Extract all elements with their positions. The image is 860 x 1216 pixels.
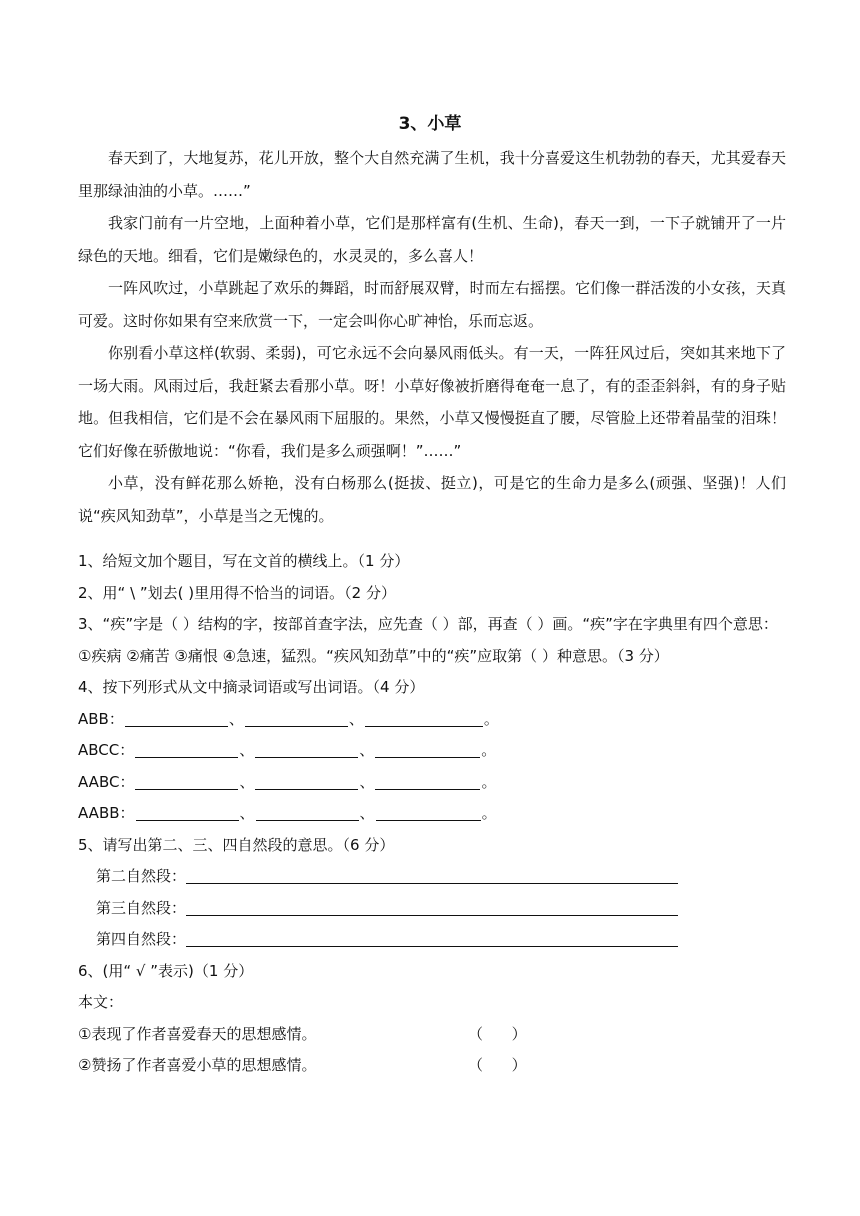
- form-label: AABB：: [78, 804, 135, 822]
- form-label: ABB：: [78, 709, 124, 728]
- word-row-aabb: [78, 798, 786, 830]
- separator: 、: [359, 741, 375, 759]
- word-row-aabc: [78, 767, 786, 799]
- para-label: 第二自然段：: [96, 867, 187, 885]
- separator: 、: [239, 804, 255, 822]
- answer-blank[interactable]: [135, 756, 238, 758]
- para-meaning-4: [78, 924, 786, 956]
- word-row-abb: [78, 704, 786, 736]
- answer-blank[interactable]: [376, 819, 481, 821]
- question-5: 5、请写出第二、三、四自然段的意思。（6 分）: [78, 835, 395, 854]
- separator: 、: [359, 804, 375, 822]
- para-meaning-3: [78, 893, 786, 925]
- option-text: ②赞扬了作者喜爱小草的思想感情。: [78, 1056, 317, 1074]
- paragraph-3: 一阵风吹过，小草跳起了欢乐的舞蹈，时而舒展双臂，时而左右摇摆。它们像一群活泼的小女孩，天真可爱。这时你如果有空来欣赏一下，一定会叫你心旷神怡，乐而忘返。: [78, 279, 786, 330]
- paragraph-5: 小草，没有鲜花那么娇艳，没有白杨那么(挺拔、挺立)，可是它的生命力是多么(顽强、坚强)！人们说“疾风知劲草”，小草是当之无愧的。: [78, 474, 786, 525]
- answer-blank[interactable]: [255, 756, 358, 758]
- separator: 、: [348, 709, 364, 728]
- answer-line[interactable]: [186, 945, 678, 947]
- answer-blank[interactable]: [136, 819, 239, 821]
- answer-blank[interactable]: [375, 756, 480, 758]
- answer-blank[interactable]: [125, 725, 228, 727]
- answer-blank[interactable]: [255, 788, 358, 790]
- option-checkbox[interactable]: （ ）: [468, 1056, 527, 1074]
- word-row-abcc: [78, 735, 786, 767]
- passage-title: 3、小草: [398, 114, 462, 134]
- separator: 、: [239, 741, 255, 759]
- questions: [78, 546, 786, 1082]
- answer-blank[interactable]: [256, 819, 359, 821]
- passage: [78, 142, 786, 532]
- end-mark: 。: [481, 772, 497, 791]
- end-mark: 。: [481, 804, 497, 822]
- option-1: [78, 1019, 786, 1051]
- separator: 、: [239, 772, 255, 791]
- answer-blank[interactable]: [245, 725, 348, 727]
- separator: 、: [228, 709, 244, 728]
- question-4: 4、按下列形式从文中摘录词语或写出词语。（4 分）: [78, 678, 425, 696]
- question-6: 6、(用“ √ ”表示)（1 分）: [78, 961, 254, 980]
- option-checkbox[interactable]: （ ）: [468, 1024, 527, 1043]
- option-2: [78, 1050, 786, 1082]
- form-label: AABC：: [78, 772, 135, 791]
- question-1: 1、给短文加个题目，写在文首的横线上。（1 分）: [78, 552, 410, 570]
- paragraph-1: 春天到了，大地复苏，花儿开放，整个大自然充满了生机，我十分喜爱这生机勃勃的春天，尤其爱春天里那绿油油的小草。……”: [78, 149, 786, 200]
- answer-blank[interactable]: [135, 788, 238, 790]
- end-mark: 。: [481, 741, 497, 759]
- answer-line[interactable]: [186, 882, 678, 884]
- paragraph-2: 我家门前有一片空地，上面种着小草，它们是那样富有(生机、生命)，春天一到，一下子就铺开了一片绿色的天地。细看，它们是嫩绿色的，水灵灵的，多么喜人！: [78, 214, 786, 265]
- answer-blank[interactable]: [365, 725, 483, 727]
- answer-line[interactable]: [186, 914, 678, 916]
- para-label: 第三自然段：: [96, 898, 187, 917]
- form-label: ABCC：: [78, 741, 135, 759]
- para-label: 第四自然段：: [96, 930, 187, 948]
- end-mark: 。: [483, 709, 499, 728]
- answer-blank[interactable]: [375, 788, 480, 790]
- question-2: 2、用“ \ ”划去( )里用得不恰当的词语。（2 分）: [78, 583, 396, 602]
- paragraph-4: 你别看小草这样(软弱、柔弱)，可它永远不会向暴风雨低头。有一天，一阵狂风过后，突如其来地下了一场大雨。风雨过后，我赶紧去看那小草。呀！小草好像被折磨得奄奄一息了，有的歪歪斜斜，有的身子贴地。但我相信，它们是不会在暴风雨下屈服的。果然，小草又慢慢挺直了腰，尽管脸上还带着晶莹的泪珠！它们好像在骄傲地说：“你看，我们是多么顽强啊！”……”: [78, 344, 786, 460]
- option-text: ①表现了作者喜爱春天的思想感情。: [78, 1024, 317, 1043]
- para-meaning-2: [78, 861, 786, 893]
- question-3: 3、“疾”字是（ ）结构的字，按部首查字法，应先查（ ）部，再查（ ）画。“疾”字在字典里有四个意思：①疾病 ②痛苦 ③痛恨 ④急速，猛烈。“疾风知劲草”中的“疾”应取第（ ）种意思。（3 分）: [78, 615, 778, 665]
- separator: 、: [359, 772, 375, 791]
- question-6-intro: 本文：: [78, 993, 124, 1011]
